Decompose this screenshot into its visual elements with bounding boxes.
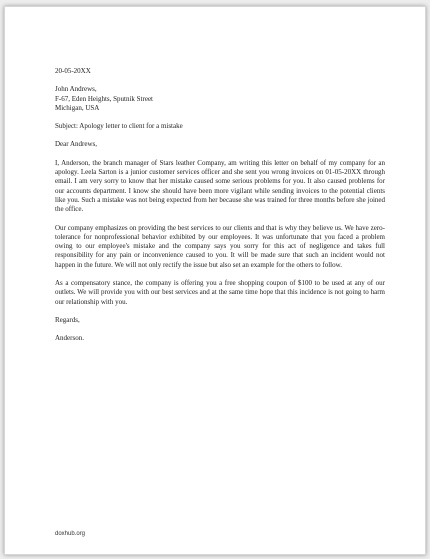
recipient-address bbox=[55, 85, 385, 113]
letter-closing: Regards, bbox=[55, 315, 80, 324]
letter-subject: Subject: Apology letter to client for a mistake bbox=[55, 122, 183, 131]
body-paragraph-1: I, Anderson, the branch manager of Stars leather Company, am writing this letter on behalf of my company for an apology. Leela Sarton is a junior customer services officer and she sent you wrong invoices on 01-05-20XX through email. I am very sorry to know that her mistake caused some serious problems for you. It also caused problems for our accounts department. I know she should have been more vigilant while sending invoices to the potential clients like you. Such a mistake was not being expected from her because she was trained for three months before she joined the office. bbox=[55, 158, 385, 214]
footer-site-link[interactable]: doxhub.org bbox=[55, 531, 86, 537]
recipient-city: Michigan, USA bbox=[55, 103, 100, 112]
letter-salutation: Dear Andrews, bbox=[55, 140, 97, 149]
recipient-street: F-67, Eden Heights, Sputnik Street bbox=[55, 94, 153, 103]
recipient-name: John Andrews, bbox=[55, 85, 97, 94]
body-paragraph-3: As a compensatory stance, the company is offering you a free shopping coupon of $100 to be used at any of our outlets. We will provide you with our best services and at the same time hope that this incidence is not going to harm our relationship with you. bbox=[55, 279, 385, 306]
letter-body bbox=[55, 67, 385, 353]
letter-signature: Anderson. bbox=[55, 334, 84, 343]
letter-date: 20-05-20XX bbox=[55, 67, 91, 75]
body-paragraph-2: Our company emphasizes on providing the best services to our clients and that is why they believe us. We have zero-tolerance for nonprofessional behavior exhibited by our employees. It was unfortunate that you faced a problem owing to our employee's mistake and the company says you sorry for this act of negligence and takes full responsibility for any pain or inconvenience caused to you. It will be made sure that such an incident would not happen in the future. We will not only rectify the issue but also set an example for the others to follow. bbox=[55, 223, 385, 269]
letter-page bbox=[4, 6, 426, 555]
